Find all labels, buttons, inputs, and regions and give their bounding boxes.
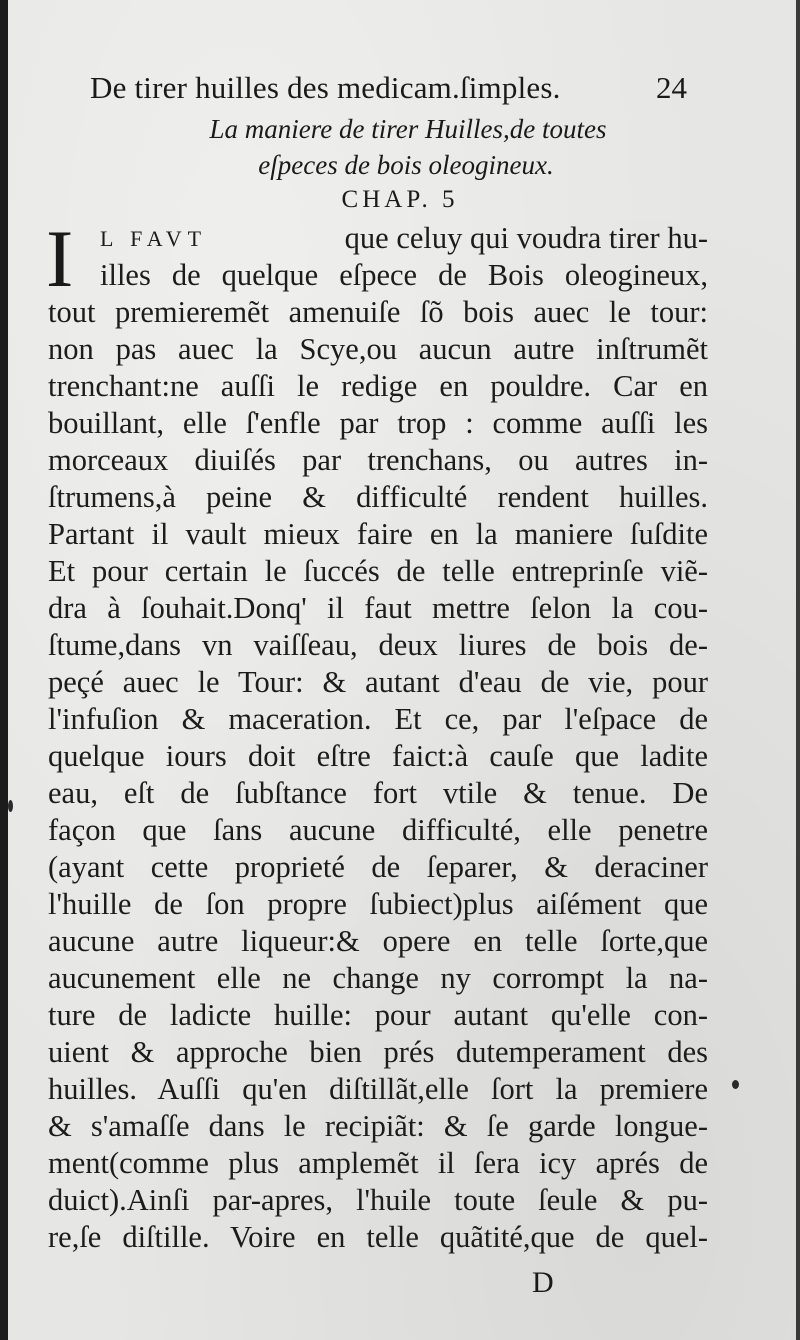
body-line: re,ſe diſtille. Voire en telle quãtité,que de quel- xyxy=(48,1220,708,1254)
body-line: bouillant, elle ſ'enfle par trop : comme auſſi les xyxy=(48,406,708,440)
body-line: (ayant cette proprieté de ſeparer, & deraciner xyxy=(48,850,708,884)
body-line: duict).Ainſi par-apres, l'huile toute ſeule & pu- xyxy=(48,1183,708,1217)
running-head-title: De tirer huilles des medicam.ſimples. xyxy=(90,70,561,105)
ink-speck xyxy=(732,1080,739,1089)
body-line: ſtrumens,à peine & difficulté rendent huilles. xyxy=(48,480,708,514)
opening-caps: L FAVT xyxy=(100,226,208,251)
page-number: 24 xyxy=(656,70,687,105)
body-line: ſtume,dans vn vaiſſeau, deux liures de bois de- xyxy=(48,628,708,662)
body-line: tout premieremẽt amenuiſe ſõ bois auec le tour: xyxy=(48,295,708,329)
body-text xyxy=(46,213,708,1256)
body-line: aucune autre liqueur:& opere en telle ſorte,que xyxy=(48,924,708,958)
body-line: Et pour certain le ſuccés de telle entreprinſe viẽ- xyxy=(48,554,708,588)
body-line: ment(comme plus amplemẽt il ſera icy aprés de xyxy=(48,1146,708,1180)
body-line: quelque iours doit eſtre faict:à cauſe que ladite xyxy=(48,739,708,773)
body-line: l'infuſion & maceration. Et ce, par l'eſpace de xyxy=(48,702,708,736)
body-line: l'huille de ſon propre ſubiect)plus aiſément que xyxy=(48,887,708,921)
body-line: ture de ladicte huille: pour autant qu'elle con- xyxy=(48,998,708,1032)
body-line: morceaux diuiſés par trenchans, ou autres in- xyxy=(48,443,708,477)
body-line: non pas auec la Scye,ou aucun autre inſtrumẽt xyxy=(48,332,708,366)
chapter-title-line-2: eſpeces de bois oleogineux. xyxy=(258,150,554,180)
body-line: peçé auec le Tour: & autant d'eau de vie, pour xyxy=(48,665,708,699)
drop-cap: I xyxy=(46,213,74,304)
body-line: uient & approche bien prés dutemperament des xyxy=(48,1035,708,1069)
ink-speck xyxy=(8,800,13,812)
body-line: illes de quelque eſpece de Bois oleogineux, xyxy=(100,258,708,292)
signature-mark: D xyxy=(532,1266,554,1299)
body-line: & s'amaſſe dans le recipiãt: & ſe garde longue- xyxy=(48,1109,708,1143)
chapter-label: CHAP. 5 xyxy=(341,186,459,213)
body-line: dra à ſouhait.Donq' il faut mettre ſelon la cou- xyxy=(48,591,708,625)
body-line: Partant il vault mieux faire en la maniere ſuſdite xyxy=(48,517,708,551)
body-line: façon que ſans aucune difficulté, elle penetre xyxy=(48,813,708,847)
chapter-title-line-1: La maniere de tirer Huilles,de toutes xyxy=(209,114,607,144)
body-line-text: que celuy qui voudra tirer hu- xyxy=(344,221,708,255)
body-line: trenchant:ne auſſi le redige en pouldre. Car en xyxy=(48,369,708,403)
body-line: eau, eſt de ſubſtance fort vtile & tenue. De xyxy=(48,776,708,810)
body-line: huilles. Auſſi qu'en diſtillãt,elle ſort la premiere xyxy=(48,1072,708,1106)
body-line xyxy=(48,220,708,257)
body-line: aucunement elle ne change ny corrompt la na- xyxy=(48,961,708,995)
